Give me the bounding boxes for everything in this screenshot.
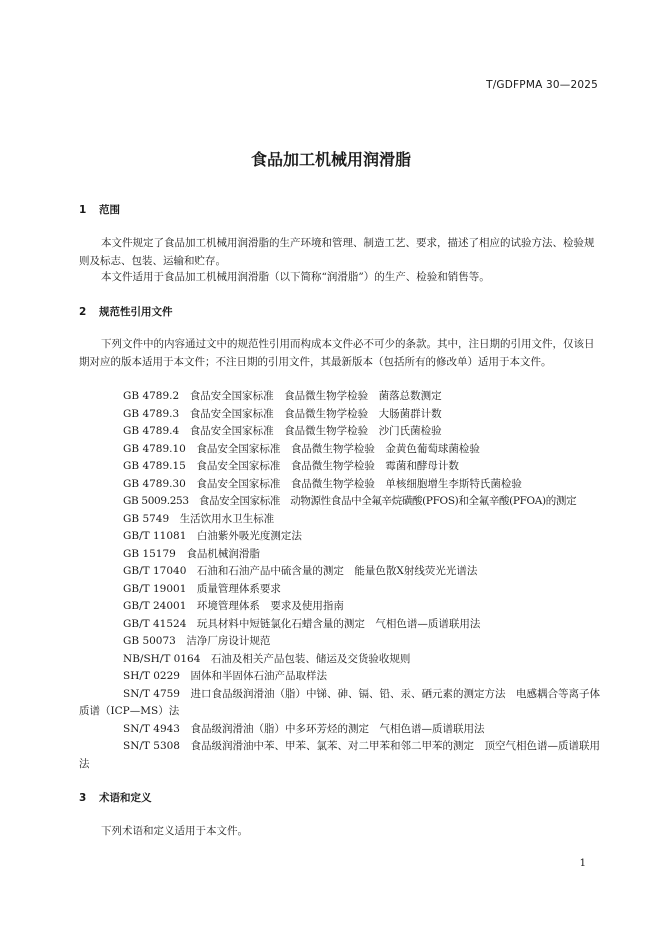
reference-title: 食品级润滑油（脂）中多环芳烃的测定 气相色谱—质谱联用法 — [190, 722, 485, 735]
reference-title: 食品安全国家标准 食品微生物学检验 金黄色葡萄球菌检验 — [196, 442, 480, 455]
reference-item — [79, 546, 603, 564]
reference-item — [79, 441, 603, 459]
page-number: 1 — [579, 858, 586, 869]
reference-code: GB 4789.10 — [123, 442, 186, 455]
reference-title: 食品安全国家标准 食品微生物学检验 单核细胞增生李斯特氏菌检验 — [196, 477, 522, 490]
reference-code: SH/T 0229 — [123, 670, 180, 682]
section-title: 规范性引用文件 — [99, 306, 173, 318]
reference-title: 食品机械润滑脂 — [186, 547, 260, 560]
reference-code: GB 4789.2 — [123, 390, 180, 402]
reference-item — [79, 406, 603, 424]
reference-title: 石油和石油产品中硫含量的测定 能量色散X射线荧光光谱法 — [196, 565, 478, 577]
reference-code: GB 15179 — [123, 547, 176, 560]
reference-item — [79, 651, 603, 669]
reference-code: GB/T 17040 — [123, 565, 187, 577]
reference-code: GB 4789.30 — [123, 477, 186, 490]
section-2-intro: 下列文件中的内容通过文中的规范性引用而构成本文件必不可少的条款。其中，注日期的引用文件，仅该日期对应的版本适用于本文件；不注日期的引用文件，其最新版本（包括所有的修改单）适用于本文件。 — [79, 338, 595, 368]
reference-item — [79, 668, 603, 686]
reference-item — [79, 388, 603, 406]
reference-title: 白油紫外吸光度测定法 — [196, 530, 302, 542]
reference-title: 进口食品级润滑油（脂）中锑、砷、镉、铅、汞、硒元素的测定方法 电感耦合等离子体质谱（ICP—MS）法 — [79, 687, 600, 717]
section-title: 范围 — [99, 204, 120, 216]
section-title: 术语和定义 — [99, 792, 152, 804]
reference-title: 石油及相关产品包装、储运及交货验收规则 — [210, 652, 411, 665]
reference-code: GB/T 24001 — [123, 600, 187, 612]
reference-code: GB 5009.253 — [123, 495, 189, 507]
reference-title: 洁净厂房设计规范 — [186, 635, 271, 647]
reference-item — [79, 511, 603, 529]
reference-item — [79, 423, 603, 441]
reference-item — [79, 686, 603, 721]
reference-title: 食品级润滑油中苯、甲苯、氯苯、对二甲苯和邻二甲苯的测定 顶空气相色谱—质谱联用法 — [79, 740, 600, 770]
reference-title: 食品安全国家标准 食品微生物学检验 大肠菌群计数 — [189, 407, 442, 420]
reference-code: SN/T 4759 — [123, 687, 180, 700]
reference-title: 食品安全国家标准 食品微生物学检验 菌落总数测定 — [189, 390, 442, 402]
reference-title: 食品安全国家标准 食品微生物学检验 沙门氏菌检验 — [189, 425, 442, 437]
reference-item — [79, 633, 603, 651]
reference-item — [79, 616, 603, 634]
reference-code: GB/T 19001 — [123, 582, 187, 595]
reference-title: 生活饮用水卫生标准 — [179, 512, 275, 525]
section-number: 3 — [79, 792, 87, 804]
reference-code: NB/SH/T 0164 — [123, 652, 201, 665]
reference-code: GB 5749 — [123, 512, 170, 525]
reference-item — [79, 493, 603, 511]
document-id-header: T/GDFPMA 30—2025 — [486, 79, 598, 91]
reference-title: 质量管理体系要求 — [196, 582, 281, 595]
reference-title: 环境管理体系 要求及使用指南 — [196, 600, 344, 612]
reference-item — [79, 738, 603, 773]
reference-item — [79, 598, 603, 616]
reference-code: GB/T 11081 — [123, 530, 187, 542]
section-1-para-2: 本文件适用于食品加工机械用润滑脂（以下简称“润滑脂”）的生产、检验和销售等。 — [101, 271, 490, 283]
section-1-para-1: 本文件规定了食品加工机械用润滑脂的生产环境和管理、制造工艺、要求，描述了相应的试验方法、检验规则及标志、包装、运输和贮存。 — [79, 237, 595, 267]
reference-title: 玩具材料中短链氯化石蜡含量的测定 气相色谱—质谱联用法 — [196, 617, 481, 630]
reference-item — [79, 581, 603, 599]
reference-title: 固体和半固体石油产品取样法 — [190, 670, 327, 682]
reference-title: 食品安全国家标准 动物源性食品中全氟辛烷磺酸(PFOS)和全氟辛酸(PFOA)的测定 — [198, 495, 577, 507]
reference-code: GB 4789.15 — [123, 460, 186, 472]
section-3-intro: 下列术语和定义适用于本文件。 — [101, 825, 248, 837]
reference-item — [79, 528, 603, 546]
reference-title: 食品安全国家标准 食品微生物学检验 霉菌和酵母计数 — [196, 460, 459, 472]
reference-item — [79, 721, 603, 739]
section-1-heading — [79, 202, 120, 217]
reference-code: GB 4789.4 — [123, 425, 180, 437]
section-3-heading — [79, 790, 152, 805]
reference-code: GB 4789.3 — [123, 407, 180, 420]
reference-item — [79, 476, 603, 494]
page-title: 食品加工机械用润滑脂 — [250, 150, 411, 169]
reference-item — [79, 458, 603, 476]
reference-code: SN/T 4943 — [123, 722, 180, 735]
reference-item — [79, 563, 603, 581]
reference-code: GB/T 41524 — [123, 617, 187, 630]
reference-code: GB 50073 — [123, 635, 176, 647]
section-number: 1 — [79, 204, 87, 216]
reference-list — [79, 388, 603, 773]
section-2-heading — [79, 304, 173, 319]
section-number: 2 — [79, 306, 87, 318]
reference-code: SN/T 5308 — [123, 740, 180, 752]
